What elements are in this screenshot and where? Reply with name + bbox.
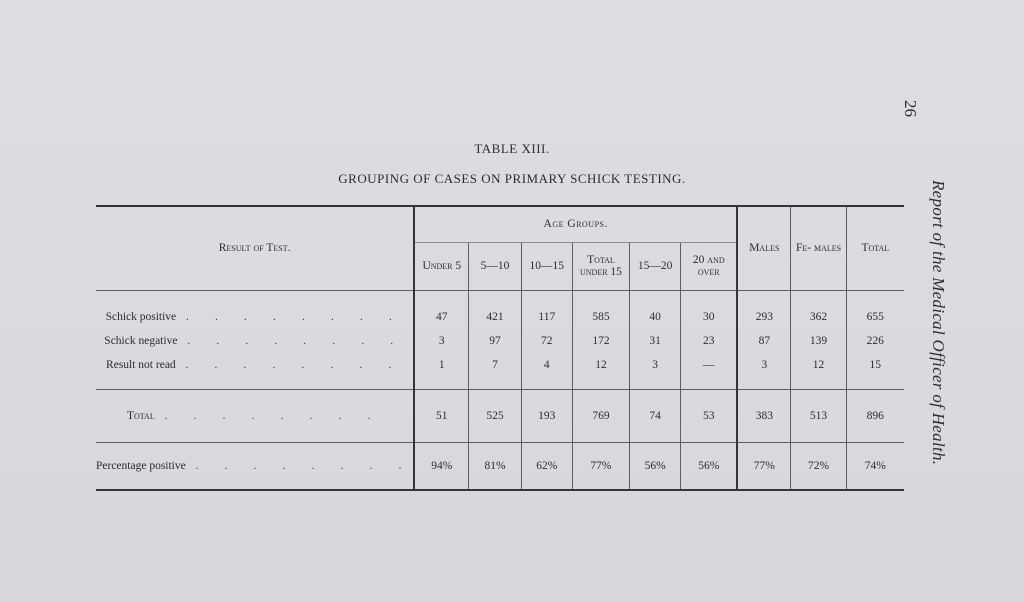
cell-10-15: 193 (521, 389, 572, 442)
cell-total-under-15: 769 (572, 389, 629, 442)
row-label: Schick positive . . . . . . . . (105, 310, 404, 323)
cell-under-5: 94% (414, 442, 469, 490)
cell-total-under-15: 12 (572, 353, 629, 390)
cell-5-10: 7 (469, 353, 521, 390)
schick-testing-table (96, 205, 904, 491)
cell-total-under-15: 585 (572, 290, 629, 329)
header-10-15: 10—15 (521, 242, 572, 290)
table-row (96, 290, 904, 329)
cell-total-under-15: 172 (572, 329, 629, 353)
cell-15-20: 74 (629, 389, 680, 442)
cell-total: 226 (846, 329, 904, 353)
dot-leader: . . . . . . . . (164, 410, 383, 422)
cell-males: 3 (737, 353, 791, 390)
header-result-of-test: Result of Test. (96, 206, 414, 290)
header-age-groups: Age Groups. (414, 206, 737, 242)
dot-leader: . . . . . . . . (186, 311, 404, 323)
cell-20-and-over: — (681, 353, 737, 390)
header-5-10: 5—10 (469, 242, 521, 290)
cell-15-20: 40 (629, 290, 680, 329)
header-under-5: Under 5 (414, 242, 469, 290)
running-header-title: Report of the Medical Officer of Health. (929, 180, 948, 466)
cell-total: 655 (846, 290, 904, 329)
cell-total: 896 (846, 389, 904, 442)
row-label: Total . . . . . . . . (96, 389, 414, 442)
cell-20-and-over: 56% (681, 442, 737, 490)
row-label: Schick negative . . . . . . . . (104, 334, 405, 347)
percentage-row (96, 442, 904, 490)
header-20-and-over: 20 and over (681, 242, 737, 290)
cell-males: 77% (737, 442, 791, 490)
header-total-under-15: Total under 15 (572, 242, 629, 290)
cell-males: 383 (737, 389, 791, 442)
cell-under-5: 1 (414, 353, 469, 390)
cell-20-and-over: 23 (681, 329, 737, 353)
cell-5-10: 97 (469, 329, 521, 353)
dot-leader: . . . . . . . . (187, 335, 405, 347)
cell-10-15: 117 (521, 290, 572, 329)
table-subtitle: GROUPING OF CASES ON PRIMARY SCHICK TESTING. (338, 171, 686, 186)
cell-15-20: 56% (629, 442, 680, 490)
header-15-20: 15—20 (629, 242, 680, 290)
cell-5-10: 525 (469, 389, 521, 442)
cell-under-5: 3 (414, 329, 469, 353)
dot-leader: . . . . . . . . (195, 460, 414, 472)
cell-under-5: 47 (414, 290, 469, 329)
cell-females: 513 (791, 389, 846, 442)
cell-females: 12 (791, 353, 846, 390)
cell-5-10: 421 (469, 290, 521, 329)
page-number: 26 (901, 100, 920, 117)
row-label: Percentage positive . . . . . . . . (96, 442, 414, 490)
cell-15-20: 3 (629, 353, 680, 390)
header-males: Males (737, 206, 791, 290)
cell-total: 74% (846, 442, 904, 490)
cell-females: 72% (791, 442, 846, 490)
cell-10-15: 72 (521, 329, 572, 353)
cell-20-and-over: 53 (681, 389, 737, 442)
cell-total: 15 (846, 353, 904, 390)
cell-10-15: 62% (521, 442, 572, 490)
cell-males: 87 (737, 329, 791, 353)
cell-under-5: 51 (414, 389, 469, 442)
header-females: Fe- males (791, 206, 846, 290)
total-row (96, 389, 904, 442)
cell-females: 139 (791, 329, 846, 353)
cell-males: 293 (737, 290, 791, 329)
header-total: Total (846, 206, 904, 290)
cell-females: 362 (791, 290, 846, 329)
table-row (96, 353, 904, 390)
cell-15-20: 31 (629, 329, 680, 353)
row-label: Result not read . . . . . . . . (106, 358, 404, 371)
cell-5-10: 81% (469, 442, 521, 490)
cell-10-15: 4 (521, 353, 572, 390)
cell-20-and-over: 30 (681, 290, 737, 329)
dot-leader: . . . . . . . . (185, 359, 404, 371)
table-title: TABLE XIII. (474, 141, 550, 156)
table-row (96, 329, 904, 353)
cell-total-under-15: 77% (572, 442, 629, 490)
